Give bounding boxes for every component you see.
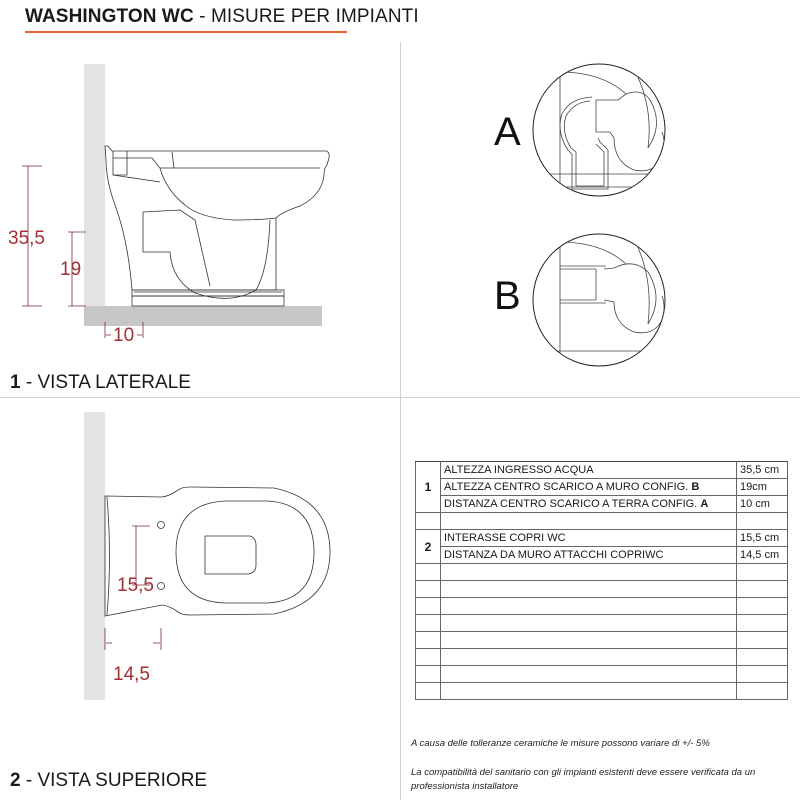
- empty-cell: [416, 649, 441, 666]
- empty-cell: [441, 632, 737, 649]
- empty-cell: [441, 666, 737, 683]
- table-spacer-row: [416, 513, 788, 530]
- row-label-text: INTERASSE COPRI WC: [444, 532, 566, 544]
- side-view-drawing: [0, 0, 400, 400]
- wall: [84, 64, 105, 306]
- detail-letter-b: B: [494, 274, 521, 318]
- empty-cell: [441, 581, 737, 598]
- detail-circle-a: [530, 62, 670, 202]
- dimension-inlet-height: 35,5: [8, 228, 45, 249]
- product-name: WASHINGTON WC: [25, 6, 194, 27]
- empty-cell: [737, 615, 788, 632]
- empty-cell: [416, 564, 441, 581]
- row-value: 15,5 cm: [737, 530, 788, 547]
- table-row: [416, 547, 788, 564]
- config-letter: A: [700, 498, 709, 510]
- compatibility-note: La compatibilità del sanitario con gli impianti esistenti deve essere verificata da un professionista installatore: [411, 767, 756, 792]
- dimension-wall-to-holes: 14,5: [113, 664, 150, 685]
- floor: [84, 306, 322, 326]
- tolerance-note: A causa delle tolleranze ceramiche le misure possono variare di +/- 5%: [411, 738, 710, 749]
- empty-cell: [441, 598, 737, 615]
- empty-cell: [416, 581, 441, 598]
- empty-cell: [737, 666, 788, 683]
- table-row-empty: [416, 683, 788, 700]
- detail-letter-a: A: [494, 110, 521, 154]
- table-row-empty: [416, 581, 788, 598]
- wall-top: [84, 412, 105, 700]
- row-label-text: DISTANZA CENTRO SCARICO A TERRA CONFIG.: [444, 498, 701, 510]
- empty-cell: [416, 598, 441, 615]
- empty-cell: [737, 683, 788, 700]
- dimension-floor-outlet: 10: [113, 325, 135, 346]
- empty-cell: [416, 632, 441, 649]
- empty-cell: [441, 683, 737, 700]
- table-row: [416, 530, 788, 547]
- row-label-text: ALTEZZA CENTRO SCARICO A MURO CONFIG.: [444, 481, 692, 493]
- detail-circle-b: [530, 232, 670, 372]
- empty-cell: [441, 615, 737, 632]
- row-label: [441, 496, 737, 513]
- table-row: [416, 496, 788, 513]
- row-value: 10 cm: [737, 496, 788, 513]
- row-value: 19cm: [737, 479, 788, 496]
- page-subtitle: - MISURE PER IMPIANTI: [193, 6, 419, 27]
- row-value: 35,5 cm: [737, 462, 788, 479]
- toilet-top-outline: [105, 487, 330, 616]
- dimension-seat-hole-spacing: 15,5: [117, 575, 154, 596]
- table-row-empty: [416, 615, 788, 632]
- group-number: 2: [416, 530, 441, 564]
- group-number: 1: [416, 462, 441, 513]
- view-label-side: [10, 372, 191, 394]
- view-number: 2: [10, 770, 21, 791]
- empty-cell: [737, 581, 788, 598]
- spec-table: [415, 461, 788, 700]
- empty-cell: [416, 683, 441, 700]
- empty-cell: [416, 513, 441, 530]
- view-label-top: [10, 770, 207, 792]
- table-row-empty: [416, 632, 788, 649]
- empty-cell: [737, 649, 788, 666]
- view-number: 1: [10, 372, 21, 393]
- empty-cell: [737, 632, 788, 649]
- table-row-empty: [416, 564, 788, 581]
- row-label: [441, 462, 737, 479]
- dimension-outlet-height: 19: [60, 259, 82, 280]
- view-name: - VISTA SUPERIORE: [20, 770, 208, 791]
- config-letter: B: [691, 481, 700, 493]
- row-label-text: ALTEZZA INGRESSO ACQUA: [444, 464, 594, 476]
- empty-cell: [441, 564, 737, 581]
- empty-cell: [737, 598, 788, 615]
- empty-cell: [416, 666, 441, 683]
- vertical-divider: [400, 42, 401, 800]
- row-label: [441, 530, 737, 547]
- empty-cell: [737, 564, 788, 581]
- view-name: - VISTA LATERALE: [20, 372, 191, 393]
- row-label-text: DISTANZA DA MURO ATTACCHI COPRIWC: [444, 549, 664, 561]
- empty-cell: [441, 649, 737, 666]
- table-row-empty: [416, 598, 788, 615]
- table-row-empty: [416, 649, 788, 666]
- row-value: 14,5 cm: [737, 547, 788, 564]
- toilet-side-outline: [105, 146, 329, 306]
- empty-cell: [416, 615, 441, 632]
- table-row-empty: [416, 666, 788, 683]
- top-view-drawing: [0, 400, 400, 800]
- empty-cell: [737, 513, 788, 530]
- row-label: [441, 547, 737, 564]
- table-row: [416, 462, 788, 479]
- table-row: [416, 479, 788, 496]
- row-label: [441, 479, 737, 496]
- empty-cell: [441, 513, 737, 530]
